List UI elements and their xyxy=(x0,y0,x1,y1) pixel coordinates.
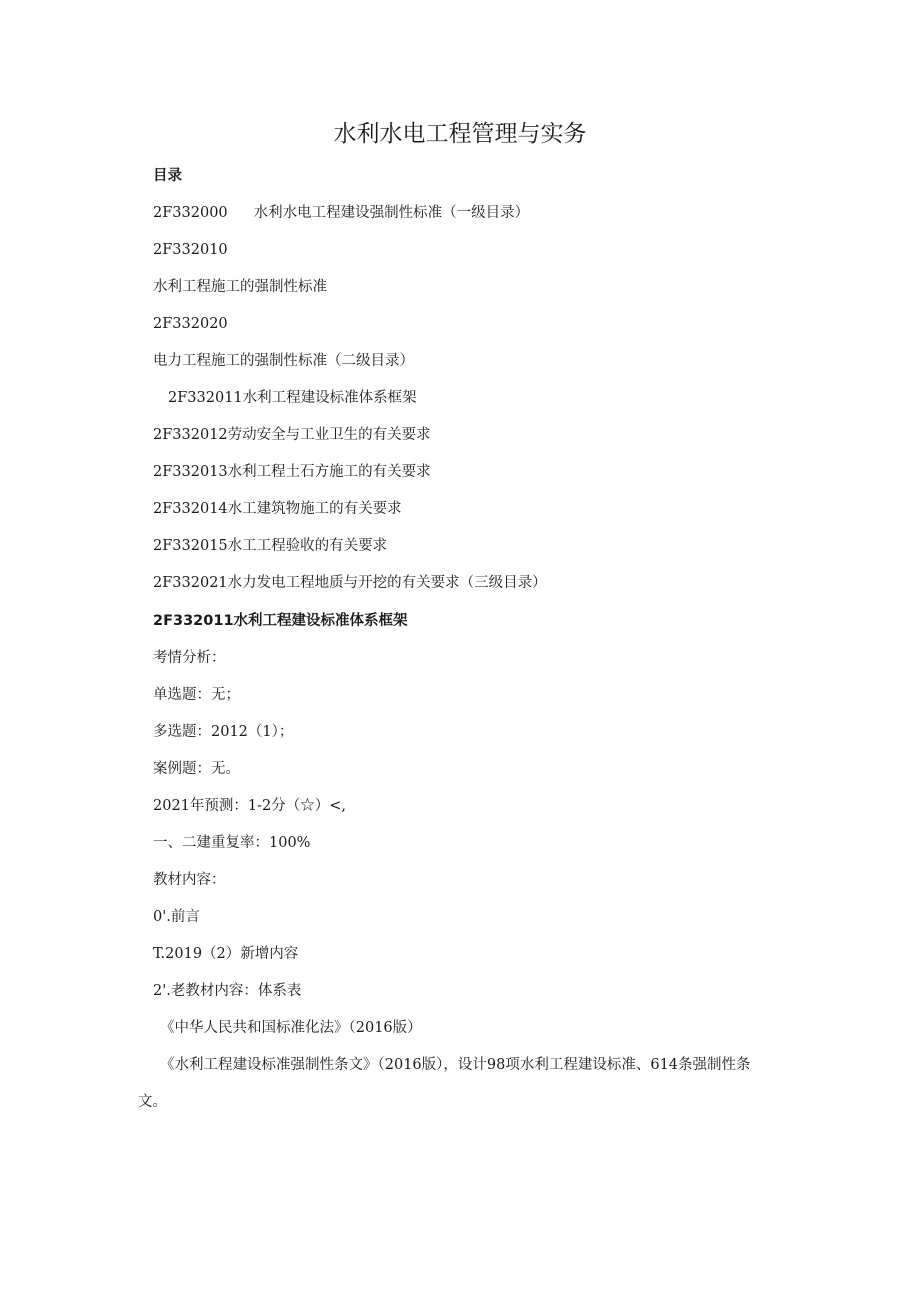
analysis-line: 案例题：无。 xyxy=(153,761,240,777)
toc-level2b-text: 电力工程施工的强制性标准（二级目录） xyxy=(153,353,414,369)
section-heading: 2F332011水利工程建设标准体系框架 xyxy=(153,613,408,629)
analysis-line: 一、二建重复率：100% xyxy=(153,835,311,851)
analysis-line: 2021年预测：1-2分（☆）<, xyxy=(153,798,347,814)
toc-level3-item: 2F332014水工建筑物施工的有关要求 xyxy=(153,501,402,517)
document-title: 水利水电工程管理与实务 xyxy=(333,121,587,147)
analysis-line: 0'.前言 xyxy=(153,909,200,925)
law-reference: 《中华人民共和国标准化法》（2016版） xyxy=(160,1020,422,1036)
toc-level2a-text: 水利工程施工的强制性标准 xyxy=(153,279,327,295)
toc-level2a-code: 2F332010 xyxy=(153,242,228,258)
toc-level3-item: 2F332011水利工程建设标准体系框架 xyxy=(168,390,417,406)
toc-level3-item: 2F332013水利工程土石方施工的有关要求 xyxy=(153,464,431,480)
analysis-line: T.2019（2）新增内容 xyxy=(153,946,299,962)
toc-level2b-code: 2F332020 xyxy=(153,316,228,332)
analysis-line: 多选题：2012（1）； xyxy=(153,724,294,740)
toc-level3-item: 2F332021水力发电工程地质与开挖的有关要求（三级目录） xyxy=(153,575,547,591)
toc-level3-item: 2F332015水工工程验收的有关要求 xyxy=(153,538,388,554)
analysis-line: 考情分析： xyxy=(153,650,226,666)
analysis-line: 单选题：无； xyxy=(153,687,240,703)
analysis-line: 教材内容： xyxy=(153,872,226,888)
toc-level1-code: 2F332000 xyxy=(153,205,228,221)
toc-level1-text: 水利水电工程建设强制性标准（一级目录） xyxy=(253,205,530,221)
toc-level1-entry xyxy=(153,203,529,223)
toc-level3-item: 2F332012劳动安全与工业卫生的有关要求 xyxy=(153,427,431,443)
analysis-line: 2'.老教材内容：体系表 xyxy=(153,983,302,999)
body-paragraph: 《水利工程建设标准强制性条文》（2016版），设计98项水利工程建设标准、614条强制性条文。 xyxy=(138,1057,751,1110)
toc-heading: 目录 xyxy=(153,168,182,184)
